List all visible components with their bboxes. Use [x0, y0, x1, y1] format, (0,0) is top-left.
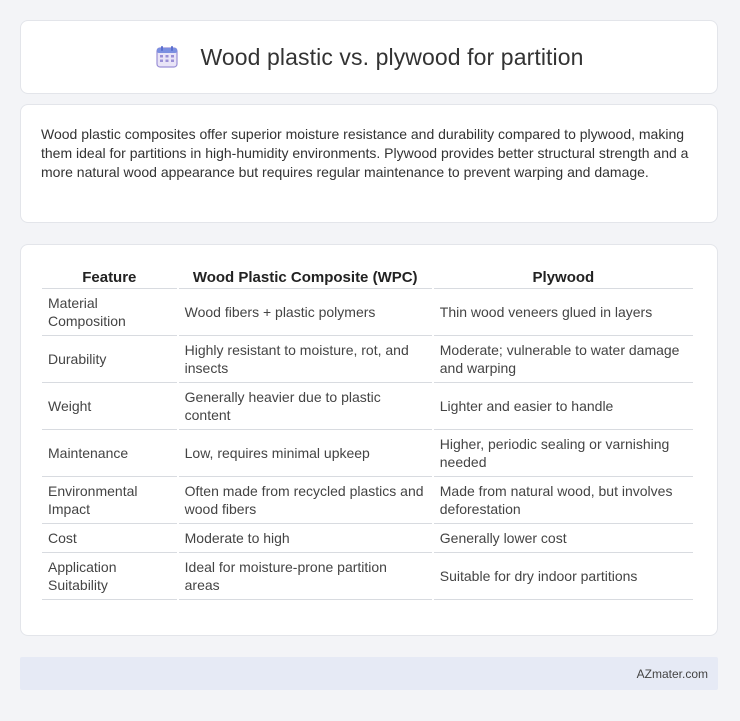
- plywood-cell: Moderate; vulnerable to water damage and warping: [434, 336, 693, 383]
- plywood-cell: Made from natural wood, but involves deforestation: [434, 477, 693, 524]
- plywood-cell: Lighter and easier to handle: [434, 383, 693, 430]
- table-row: [42, 336, 693, 383]
- feature-cell: Maintenance: [42, 430, 177, 477]
- feature-cell: Cost: [42, 524, 177, 553]
- summary-card: [20, 104, 718, 223]
- summary-text: Wood plastic composites offer superior moisture resistance and durability compared to plywood, making them ideal for partitions in high-humidity environments. Plywood provides better structural strength and a more natural wood appearance but requires regular maintenance to prevent warping and damage.: [41, 126, 689, 180]
- column-header-wpc: Wood Plastic Composite (WPC): [179, 266, 432, 289]
- table-header-row: [42, 266, 693, 289]
- table-row: [42, 477, 693, 524]
- plywood-cell: Higher, periodic sealing or varnishing needed: [434, 430, 693, 477]
- wpc-cell: Wood fibers + plastic polymers: [179, 289, 432, 336]
- footer-brand: AZmater.com: [636, 666, 708, 681]
- feature-cell: Material Composition: [42, 289, 177, 336]
- wpc-cell: Moderate to high: [179, 524, 432, 553]
- wpc-cell: Generally heavier due to plastic content: [179, 383, 432, 430]
- table-row: [42, 524, 693, 553]
- column-header-feature: Feature: [42, 266, 177, 289]
- comparison-table-card: [20, 244, 718, 636]
- table-row: [42, 289, 693, 336]
- feature-cell: Environmental Impact: [42, 477, 177, 524]
- plywood-cell: Thin wood veneers glued in layers: [434, 289, 693, 336]
- table-row: [42, 553, 693, 600]
- column-header-plywood: Plywood: [434, 266, 693, 289]
- feature-cell: Application Suitability: [42, 553, 177, 600]
- footer: [20, 657, 718, 690]
- comparison-table: [40, 266, 695, 600]
- feature-cell: Weight: [42, 383, 177, 430]
- page-title: Wood plastic vs. plywood for partition: [200, 43, 584, 70]
- feature-cell: Durability: [42, 336, 177, 383]
- wpc-cell: Ideal for moisture-prone partition areas: [179, 553, 432, 600]
- wpc-cell: Highly resistant to moisture, rot, and insects: [179, 336, 432, 383]
- wpc-cell: Low, requires minimal upkeep: [179, 430, 432, 477]
- calendar-icon: [154, 44, 180, 70]
- title-wrap: [154, 44, 583, 71]
- plywood-cell: Suitable for dry indoor partitions: [434, 553, 693, 600]
- wpc-cell: Often made from recycled plastics and wood fibers: [179, 477, 432, 524]
- table-row: [42, 430, 693, 477]
- table-row: [42, 383, 693, 430]
- plywood-cell: Generally lower cost: [434, 524, 693, 553]
- title-card: [20, 20, 718, 94]
